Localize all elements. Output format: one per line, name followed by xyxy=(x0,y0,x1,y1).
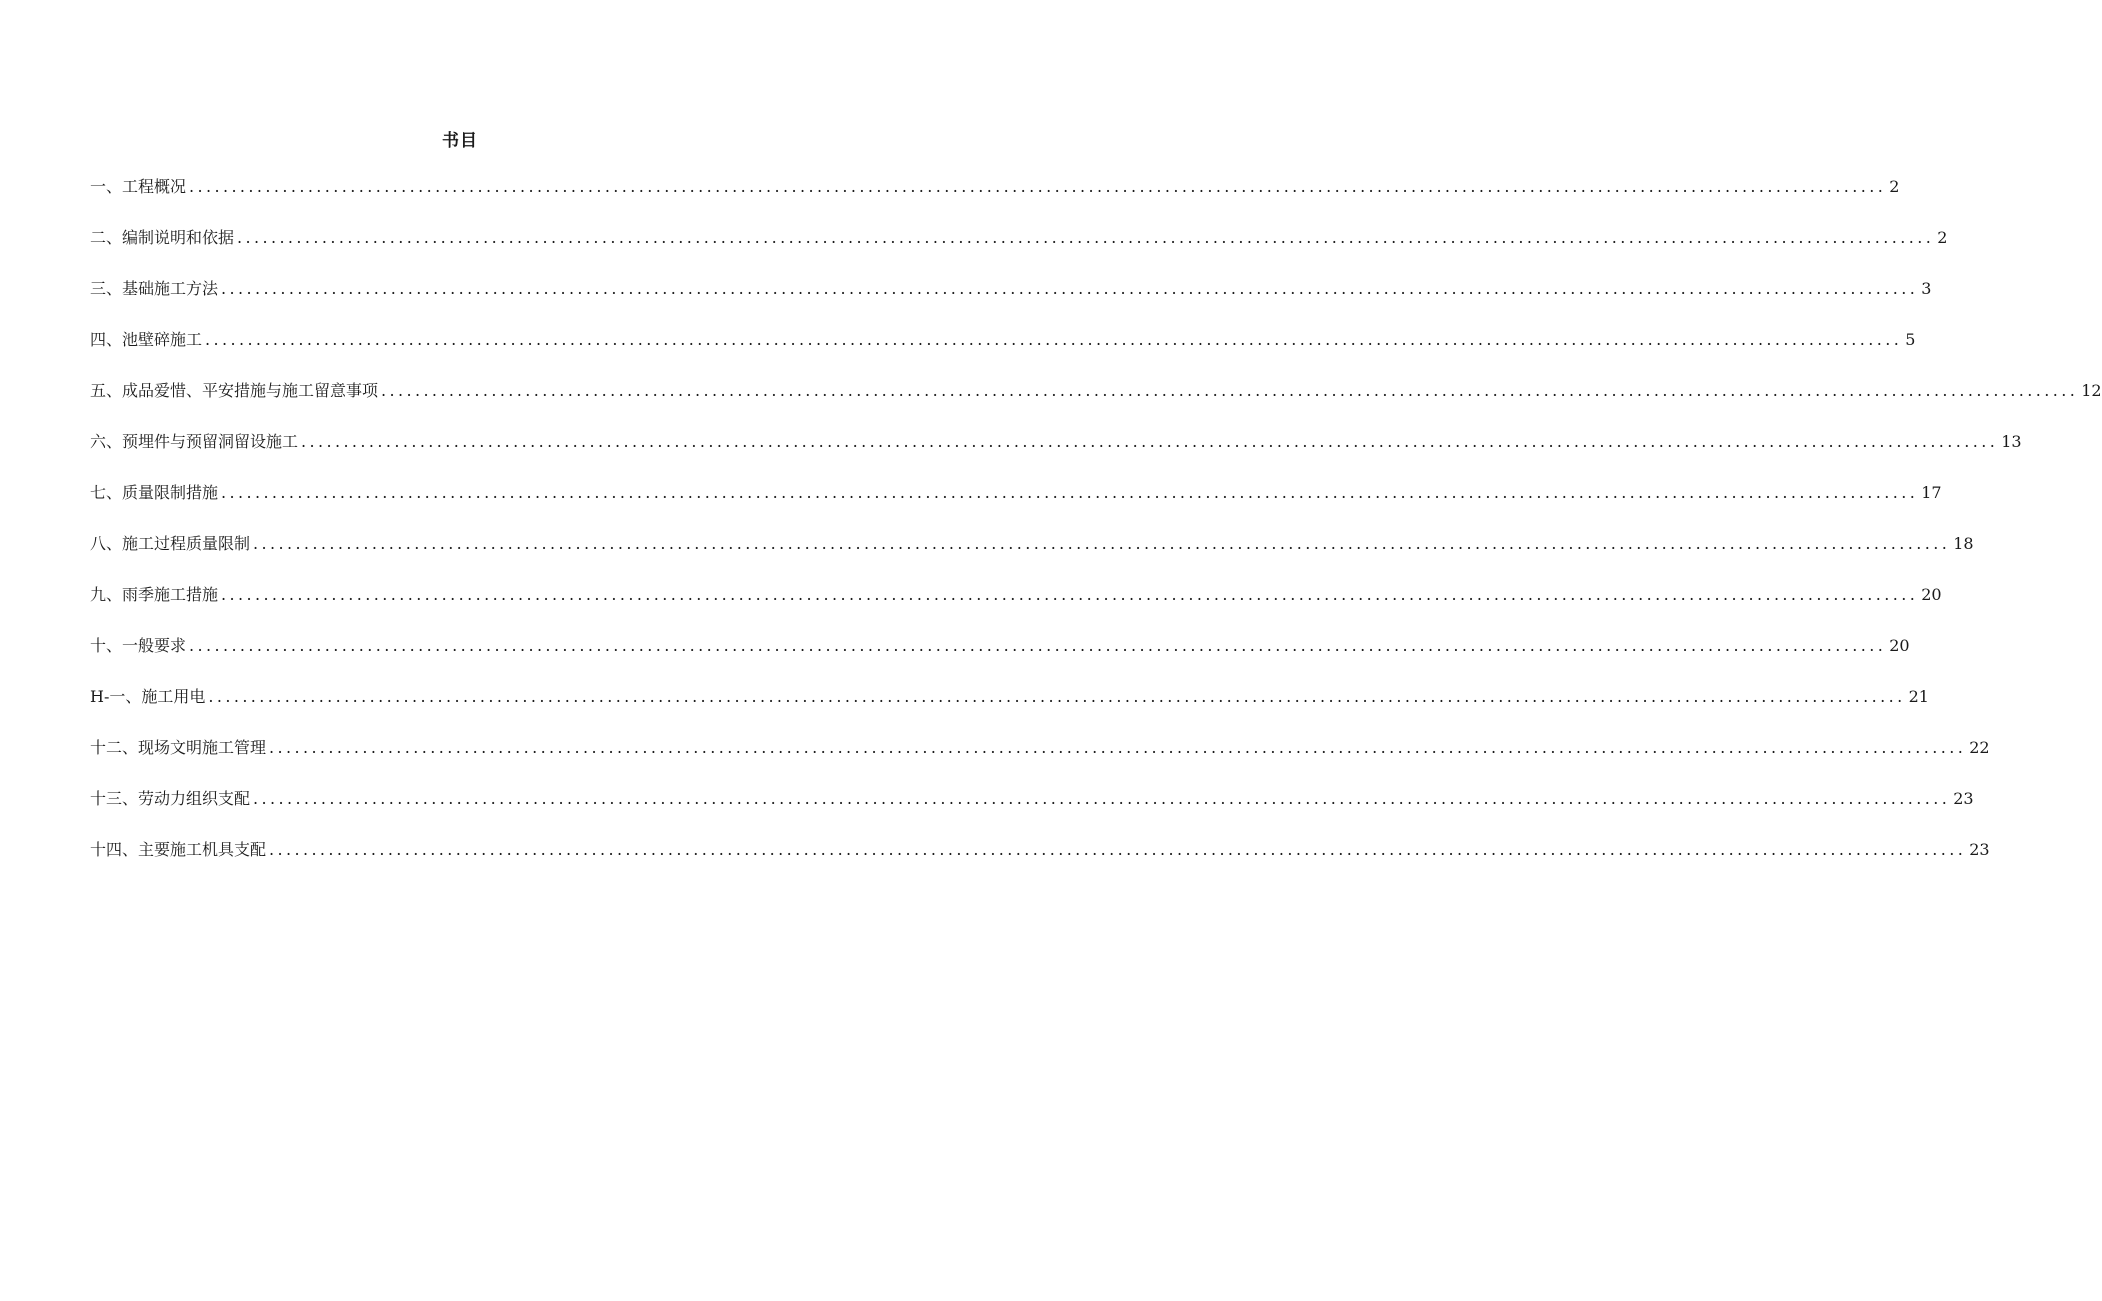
toc-dot-leader: ........................................................................................................................................................................................................ xyxy=(269,738,1967,757)
toc-entry[interactable] xyxy=(90,583,1942,634)
toc-entry[interactable] xyxy=(90,736,1990,787)
toc-dot-leader: ........................................................................................................................................................................................................ xyxy=(189,636,1887,655)
toc-entry-page: 22 xyxy=(1969,738,1990,757)
toc-entry-label: 六、预埋件与预留洞留设施工 xyxy=(90,432,299,451)
toc-entry-label: 七、质量限制措施 xyxy=(90,483,219,502)
toc-dot-leader: ........................................................................................................................................................................................................ xyxy=(253,534,1951,553)
toc-entry-page: 5 xyxy=(1905,330,1916,349)
toc-dot-leader: ........................................................................................................................................................................................................ xyxy=(208,687,1906,706)
toc-entry[interactable] xyxy=(90,175,1900,226)
toc-entry-page: 12 xyxy=(2081,381,2102,400)
toc-entry-page: 13 xyxy=(2001,432,2022,451)
toc-entry-page: 23 xyxy=(1969,840,1990,859)
toc-entry[interactable] xyxy=(90,787,1974,838)
toc-entry[interactable] xyxy=(90,685,1929,736)
toc-entry[interactable] xyxy=(90,226,1948,277)
toc-entry[interactable] xyxy=(90,430,2022,481)
toc-entry-page: 2 xyxy=(1937,228,1948,247)
toc-entry[interactable] xyxy=(90,328,1916,379)
toc-entry-page: 17 xyxy=(1921,483,1942,502)
toc-dot-leader: ........................................................................................................................................................................................................ xyxy=(189,177,1887,196)
toc-entry-label: 五、成品爱惜、平安措施与施工留意事项 xyxy=(90,381,379,400)
toc-entry[interactable] xyxy=(90,379,2102,430)
toc-entry-label: 四、池壁碎施工 xyxy=(90,330,203,349)
toc-entry-page: 23 xyxy=(1953,789,1974,808)
toc-entry-page: 20 xyxy=(1889,636,1910,655)
toc-entry[interactable] xyxy=(90,634,1910,685)
toc-entry-page: 2 xyxy=(1889,177,1900,196)
toc-dot-leader: ........................................................................................................................................................................................................ xyxy=(301,432,1999,451)
toc-dot-leader: ........................................................................................................................................................................................................ xyxy=(221,585,1919,604)
toc-entry[interactable] xyxy=(90,481,1942,532)
toc-entry-page: 18 xyxy=(1953,534,1974,553)
toc-entry-label: 九、雨季施工措施 xyxy=(90,585,219,604)
toc-dot-leader: ........................................................................................................................................................................................................ xyxy=(237,228,1935,247)
toc-entry-page: 20 xyxy=(1921,585,1942,604)
toc-dot-leader: ........................................................................................................................................................................................................ xyxy=(221,279,1919,298)
toc-entry-label: 十、一般要求 xyxy=(90,636,187,655)
toc-entry-label: 一、工程概况 xyxy=(90,177,187,196)
toc-dot-leader: ........................................................................................................................................................................................................ xyxy=(205,330,1903,349)
toc-entry-label: 二、编制说明和依据 xyxy=(90,228,235,247)
toc-entry[interactable] xyxy=(90,532,1974,583)
toc-entry-label: 十四、主要施工机具支配 xyxy=(90,840,267,859)
toc-entry-page: 21 xyxy=(1908,687,1929,706)
toc-entry[interactable] xyxy=(90,838,1990,889)
toc-entry-label: 十三、劳动力组织支配 xyxy=(90,789,251,808)
toc-entry-label: H-一、施工用电 xyxy=(90,687,206,706)
toc-entry-label: 十二、现场文明施工管理 xyxy=(90,738,267,757)
toc-entry-label: 八、施工过程质量限制 xyxy=(90,534,251,553)
toc-entry-label: 三、基础施工方法 xyxy=(90,279,219,298)
toc-dot-leader: ........................................................................................................................................................................................................ xyxy=(269,840,1967,859)
toc-dot-leader: ........................................................................................................................................................................................................ xyxy=(381,381,2079,400)
table-of-contents xyxy=(90,175,2102,889)
toc-dot-leader: ........................................................................................................................................................................................................ xyxy=(221,483,1919,502)
toc-entry[interactable] xyxy=(90,277,1932,328)
toc-title: 书目 xyxy=(442,131,478,151)
toc-entry-page: 3 xyxy=(1921,279,1932,298)
toc-dot-leader: ........................................................................................................................................................................................................ xyxy=(253,789,1951,808)
